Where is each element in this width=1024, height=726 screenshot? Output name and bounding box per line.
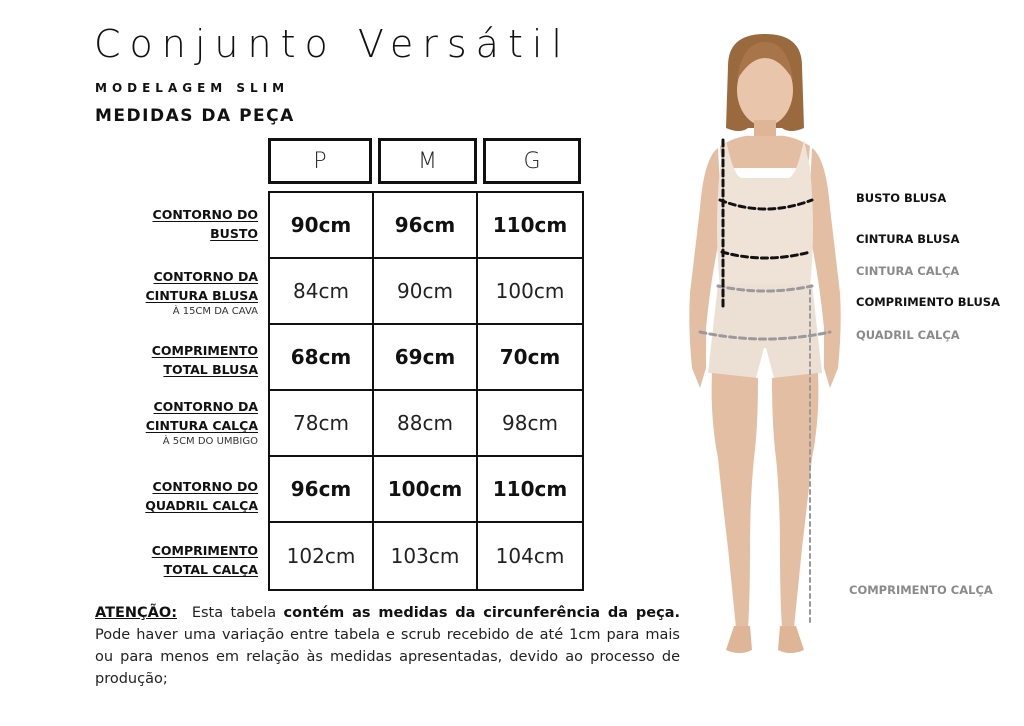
model-fit-subtitle: MODELAGEM SLIM	[95, 81, 290, 95]
notice-emphasis: contém as medidas da circunferência da peça.	[283, 605, 681, 621]
table-cell: 88cm	[374, 391, 478, 457]
row-label-busto: CONTORNO DO BUSTO	[152, 207, 258, 241]
table-cell: 110cm	[478, 193, 582, 259]
table-cell: 84cm	[270, 259, 374, 325]
size-header-m: M	[378, 138, 477, 184]
notice-body: Pode haver uma variação entre tabela e scrub recebido de até 1cm para mais ou para menos em relação às medidas apresentadas, devido ao processo de produção;	[95, 627, 680, 687]
label-busto-blusa: BUSTO BLUSA	[856, 191, 947, 205]
table-cell: 110cm	[478, 457, 582, 523]
label-cintura-calca: CINTURA CALÇA	[856, 264, 960, 278]
label-comprimento-blusa: COMPRIMENTO BLUSA	[856, 295, 1000, 309]
label-quadril-calca: QUADRIL CALÇA	[856, 328, 960, 342]
table-cell: 103cm	[374, 523, 478, 589]
table-cell: 96cm	[374, 193, 478, 259]
table-cell: 104cm	[495, 544, 565, 568]
row-label-cintura-blusa: CONTORNO DA CINTURA BLUSA À 15CM DA CAVA	[145, 269, 258, 317]
table-cell: 100cm	[478, 259, 582, 325]
model-silhouette	[689, 34, 840, 653]
measurements-table	[268, 191, 584, 591]
model-figure	[670, 28, 860, 668]
size-header-g: G	[483, 138, 581, 184]
table-cell: 68cm	[270, 325, 374, 391]
attention-notice	[95, 602, 680, 690]
section-heading: MEDIDAS DA PEÇA	[95, 106, 295, 126]
table-cell: 90cm	[270, 193, 374, 259]
table-cell: 102cm	[270, 523, 374, 589]
table-cell: 100cm	[374, 457, 478, 523]
attention-label: ATENÇÃO:	[95, 605, 178, 621]
size-header-p: P	[268, 138, 372, 184]
row-label-comprimento-blusa: COMPRIMENTO TOTAL BLUSA	[151, 343, 258, 377]
label-cintura-blusa: CINTURA BLUSA	[856, 232, 960, 246]
table-cell: 96cm	[270, 457, 374, 523]
label-comprimento-calca: COMPRIMENTO CALÇA	[849, 583, 993, 597]
table-cell: 98cm	[478, 391, 582, 457]
table-cell: 70cm	[478, 325, 582, 391]
table-cell: 90cm	[374, 259, 478, 325]
row-label-quadril-calca: CONTORNO DO QUADRIL CALÇA	[145, 479, 258, 513]
row-label-comprimento-calca: COMPRIMENTO TOTAL CALÇA	[151, 543, 258, 577]
notice-intro: Esta tabela	[191, 605, 277, 621]
table-cell: 69cm	[374, 325, 478, 391]
table-cell: 78cm	[270, 391, 374, 457]
page-title: Conjunto Versátil	[94, 22, 571, 66]
row-label-cintura-calca: CONTORNO DA CINTURA CALÇA À 5CM DO UMBIGO	[145, 399, 258, 447]
